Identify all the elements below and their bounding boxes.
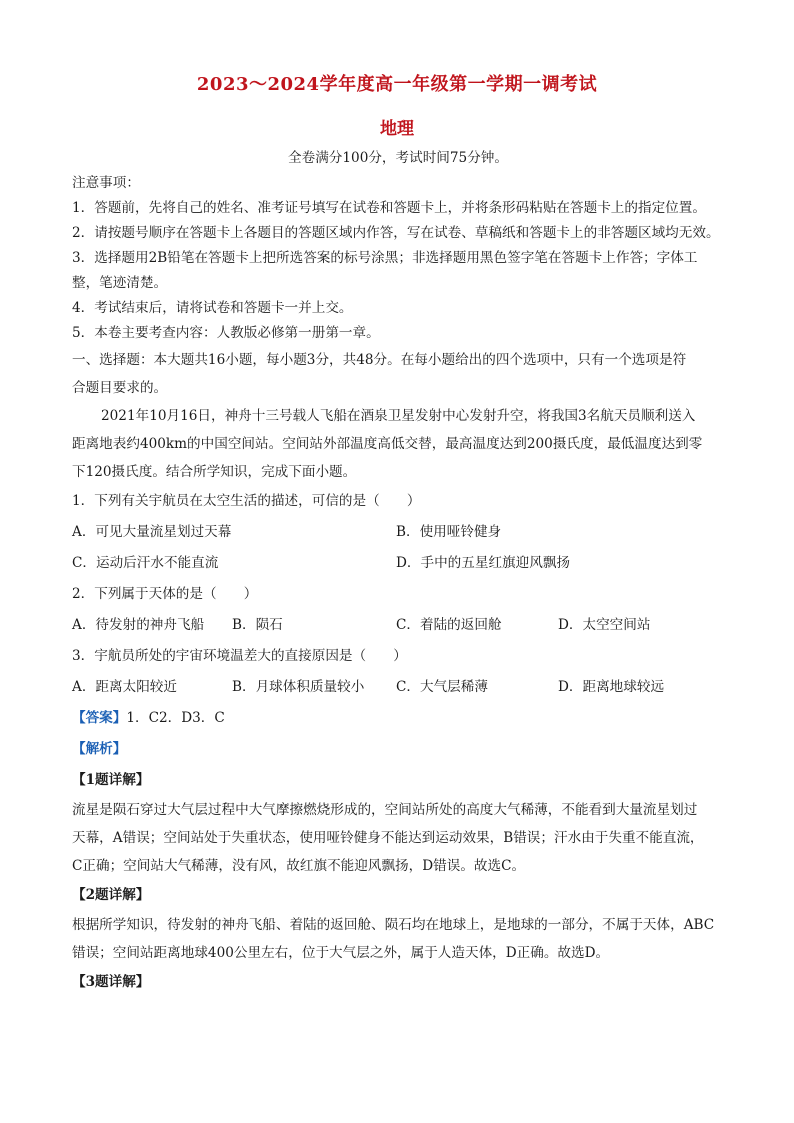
note-item: 1．答题前，先将自己的姓名、准考证号填写在试卷和答题卡上，并将条形码粘贴在答题卡上的指定位置。	[72, 200, 706, 216]
option-c: C．着陆的返回舱	[396, 617, 502, 633]
option-c: C．运动后汗水不能直流	[72, 555, 219, 571]
answer-line	[72, 703, 724, 734]
subject-title: 地理	[380, 119, 414, 139]
analysis-line: C正确；空间站大气稀薄，没有风，故红旗不能迎风飘扬，D错误。故选C。	[72, 858, 526, 874]
analysis-heading-3: 【3题详解】	[72, 974, 150, 990]
analysis-heading-2: 【2题详解】	[72, 887, 150, 903]
option-a: A．距离太阳较近	[72, 679, 177, 695]
analysis-line: 天幕，A错误；空间站处于失重状态，使用哑铃健身不能达到运动效果，B错误；汗水由于失重不能直流，	[72, 830, 704, 846]
analysis-tag: 【解析】	[72, 741, 127, 757]
section-instruction-cont: 合题目要求的。	[72, 380, 168, 396]
question-options-1b	[72, 548, 724, 579]
notes-heading: 注意事项：	[72, 175, 140, 191]
analysis-line: 根据所学知识，待发射的神舟飞船、着陆的返回舱、陨石均在地球上，是地球的一部分，不属于天体，ABC	[72, 917, 715, 933]
option-c: C．大气层稀薄	[396, 679, 488, 695]
note-item: 2．请按题号顺序在答题卡上各题目的答题区域内作答，写在试卷、草稿纸和答题卡上的非答题区域均无效。	[72, 225, 720, 241]
section-instruction: 一、选择题：本大题共16小题，每小题3分，共48分。在每小题给出的四个选项中，只有一个选项是符	[72, 352, 687, 368]
exam-title: 2023～2024学年度高一年级第一学期一调考试	[196, 74, 598, 95]
question-stem-2: 2．下列属于天体的是（ ）	[72, 586, 258, 602]
option-b: B．使用哑铃健身	[396, 524, 502, 540]
question-stem-1: 1．下列有关宇航员在太空生活的描述，可信的是（ ）	[72, 493, 421, 509]
question-options-1	[72, 517, 724, 548]
analysis-line: 错误；空间站距离地球400公里左右，位于大气层之外，属于人造天体，D正确。故选D。	[72, 945, 610, 961]
note-item: 5．本卷主要考查内容：人教版必修第一册第一章。	[72, 325, 380, 341]
answer-tag: 【答案】	[72, 710, 127, 726]
option-d: D．太空空间站	[558, 617, 651, 633]
question-options-2	[72, 610, 724, 641]
question-stem-3: 3．宇航员所处的宇宙环境温差大的直接原因是（ ）	[72, 648, 407, 664]
option-b: B．陨石	[232, 617, 283, 633]
exam-info: 全卷满分100分，考试时间75分钟。	[288, 150, 508, 166]
option-a: A．待发射的神舟飞船	[72, 617, 205, 633]
analysis-line: 流星是陨石穿过大气层过程中大气摩擦燃烧形成的，空间站所处的高度大气稀薄，不能看到大量流星划过	[72, 802, 698, 818]
analysis-heading-1: 【1题详解】	[72, 772, 150, 788]
passage-line: 下120摄氏度。结合所学知识，完成下面小题。	[72, 464, 357, 480]
answer-text: 1．C2．D3．C	[126, 710, 225, 726]
passage-line: 距离地表约400km的中国空间站。空间站外部温度高低交替，最高温度达到200摄氏度，最低温度达到零	[72, 436, 703, 452]
document-body	[72, 146, 724, 998]
note-item: 整，笔迹清楚。	[72, 275, 168, 291]
note-item: 4．考试结束后，请将试卷和答题卡一并上交。	[72, 300, 353, 316]
note-item: 3．选择题用2B铅笔在答题卡上把所选答案的标号涂黑；非选择题用黑色签字笔在答题卡上作答；字体工	[72, 250, 698, 266]
question-options-3	[72, 672, 724, 703]
option-d: D．手中的五星红旗迎风飘扬	[396, 555, 571, 571]
passage-line: 2021年10月16日，神舟十三号载人飞船在酒泉卫星发射中心发射升空，将我国3名航天员顺利送入	[101, 408, 696, 424]
option-d: D．距离地球较远	[558, 679, 665, 695]
option-a: A．可见大量流星划过天幕	[72, 524, 232, 540]
option-b: B．月球体积质量较小	[232, 679, 365, 695]
